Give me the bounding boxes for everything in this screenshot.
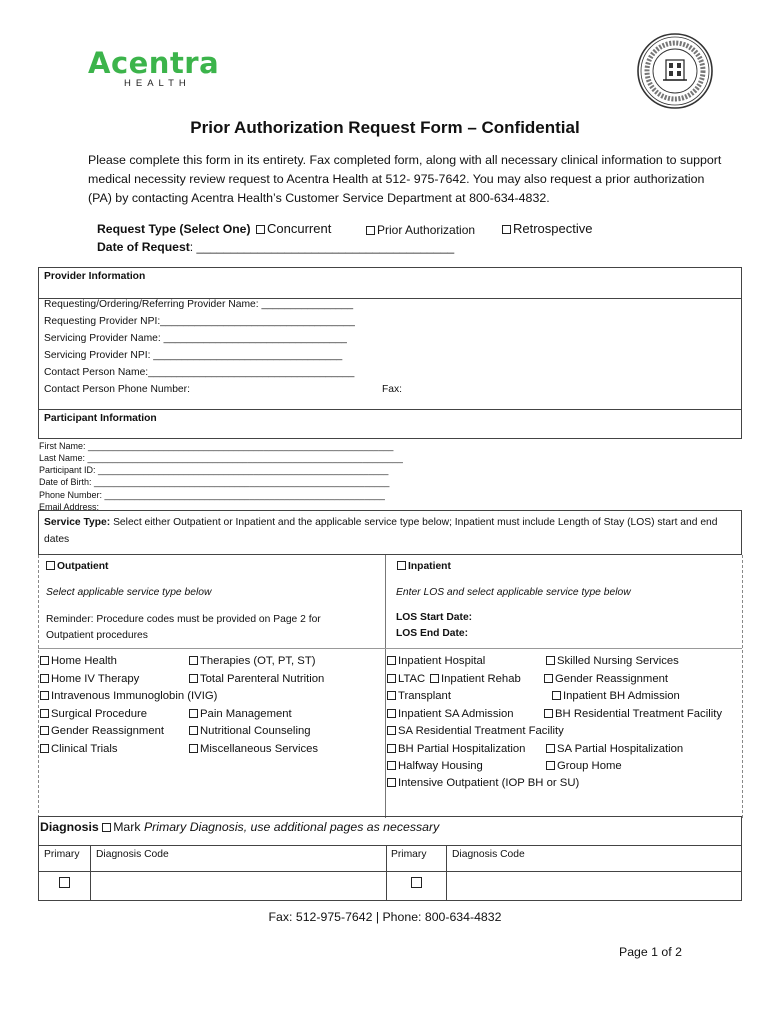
- checkbox-icon[interactable]: [40, 691, 49, 700]
- diagnosis-note: Primary Diagnosis, use additional pages as necessary: [143, 820, 440, 834]
- option-label: Inpatient Hospital: [398, 655, 486, 667]
- checkbox-icon[interactable]: [544, 709, 553, 718]
- servicing-provider-name[interactable]: Servicing Provider Name: ________________________________: [44, 333, 347, 344]
- option-label: BH Residential Treatment Facility: [555, 708, 723, 720]
- right-border: [742, 555, 743, 818]
- checkbox-icon[interactable]: [387, 778, 396, 787]
- checkbox-icon[interactable]: [256, 225, 265, 234]
- option-label: LTAC: [398, 673, 426, 685]
- option-label: Halfway Housing: [398, 760, 483, 772]
- option-ltac[interactable]: [387, 673, 425, 685]
- inpatient-label: Inpatient: [408, 561, 451, 572]
- provider-heading: Provider Information: [44, 271, 146, 282]
- option-label: Inpatient BH Admission: [563, 690, 680, 702]
- phone-number-field[interactable]: Phone Number: ________________________________________________________: [39, 490, 385, 500]
- footer-contact: Fax: 512-975-7642 | Phone: 800-634-4832: [268, 910, 502, 924]
- intro-paragraph: Please complete this form in its entirety. Fax completed form, along with all necessary clinical information to support medical necessity review request to Acentra Health at 512- 975-7642. You may also request a prior authorization (PA) by contacting Acentra Health’s Customer Service Department at 800-634-4832.: [88, 153, 722, 205]
- date-of-request-label: Date of Request: [97, 240, 190, 254]
- option-nutritional-counseling[interactable]: [189, 725, 311, 737]
- request-type-label: Request Type (Select One): [97, 222, 251, 236]
- option-label: Home IV Therapy: [51, 673, 140, 685]
- diagnosis-code-input-2[interactable]: [448, 873, 740, 899]
- option-label: Inpatient Rehab: [441, 673, 521, 685]
- checkbox-icon[interactable]: [46, 561, 55, 570]
- service-divider: [385, 555, 386, 818]
- option-label: Clinical Trials: [51, 743, 118, 755]
- option-total-parenteral-nutrition[interactable]: [189, 673, 324, 685]
- checkbox-icon[interactable]: [387, 691, 396, 700]
- option-label: SA Residential Treatment Facility: [398, 725, 564, 737]
- diagnosis-label: Diagnosis: [40, 820, 99, 834]
- option-home-iv-therapy[interactable]: [40, 673, 139, 685]
- checkbox-icon[interactable]: [387, 761, 396, 770]
- option-label: Nutritional Counseling: [200, 725, 311, 737]
- option-label: Inpatient SA Admission: [398, 708, 514, 720]
- union-seal-icon: [636, 32, 714, 110]
- date-of-request-row[interactable]: [97, 240, 454, 254]
- checkbox-icon[interactable]: [40, 709, 49, 718]
- provider-fax[interactable]: Fax:: [382, 384, 403, 395]
- acentra-logo-subtitle: HEALTH: [124, 78, 191, 89]
- first-name-field[interactable]: First Name: _____________________________________________________________: [39, 441, 394, 451]
- option-intensive-outpatient[interactable]: [387, 777, 579, 789]
- option-label: Total Parenteral Nutrition: [200, 673, 325, 685]
- option-label: Group Home: [557, 760, 622, 772]
- option-inpatient-hospital[interactable]: [387, 655, 485, 667]
- option-bh-partial-hospitalization[interactable]: [387, 743, 525, 755]
- diag-primary-header-1: Primary: [44, 849, 80, 860]
- diag-row-divider: [38, 871, 742, 872]
- checkbox-icon[interactable]: [387, 656, 396, 665]
- los-start-date[interactable]: LOS Start Date:: [396, 612, 473, 623]
- checkbox-icon[interactable]: [387, 674, 396, 683]
- service-options-divider: [38, 648, 742, 649]
- option-skilled-nursing[interactable]: [546, 655, 679, 667]
- checkbox-icon[interactable]: [366, 226, 375, 235]
- checkbox-icon[interactable]: [387, 709, 396, 718]
- checkbox-icon[interactable]: [40, 674, 49, 683]
- option-concurrent[interactable]: [256, 221, 331, 236]
- date-of-request-blank: : ______________________________________: [189, 240, 455, 254]
- option-label: Intravenous Immunoglobin (IVIG): [51, 690, 218, 702]
- checkbox-icon[interactable]: [397, 561, 406, 570]
- left-border: [38, 555, 39, 818]
- option-sa-partial-hospitalization[interactable]: [546, 743, 683, 755]
- option-label: Surgical Procedure: [51, 708, 148, 720]
- inpatient-instruction: Enter LOS and select applicable service type below: [396, 587, 631, 598]
- checkbox-icon[interactable]: [430, 674, 439, 683]
- outpatient-heading[interactable]: [46, 561, 108, 572]
- participant-id-field[interactable]: Participant ID: __________________________________________________________: [39, 465, 389, 475]
- option-label: Therapies (OT, PT, ST): [200, 655, 316, 667]
- outpatient-label: Outpatient: [57, 561, 109, 572]
- option-home-health[interactable]: [40, 655, 117, 667]
- option-label: Gender Reassignment: [51, 725, 165, 737]
- outpatient-reminder: Reminder: Procedure codes must be provided on Page 2 for Outpatient procedures: [46, 614, 321, 641]
- request-type-row: [97, 222, 251, 236]
- checkbox-icon[interactable]: [544, 674, 553, 683]
- checkbox-icon[interactable]: [189, 674, 198, 683]
- option-inpatient-sa-admission[interactable]: [387, 708, 514, 720]
- page-number: Page 1 of 2: [619, 945, 682, 959]
- checkbox-icon[interactable]: [189, 744, 198, 753]
- diag-code-header-1: Diagnosis Code: [96, 849, 169, 860]
- checkbox-icon[interactable]: [40, 656, 49, 665]
- service-type-instructions: [44, 514, 734, 548]
- option-transplant[interactable]: [387, 690, 451, 702]
- service-type-label: Service Type:: [44, 517, 111, 528]
- option-sa-residential-treatment[interactable]: [387, 725, 564, 737]
- checkbox-icon[interactable]: [189, 656, 198, 665]
- los-end-date[interactable]: LOS End Date:: [396, 628, 469, 639]
- option-bh-residential-treatment[interactable]: [544, 708, 722, 720]
- diagnosis-code-input-1[interactable]: [92, 873, 384, 899]
- option-label: Skilled Nursing Services: [557, 655, 679, 667]
- option-inpatient-rehab[interactable]: [430, 673, 521, 685]
- option-label: Transplant: [398, 690, 451, 702]
- checkbox-icon[interactable]: [40, 744, 49, 753]
- option-label: Prior Authorization: [377, 223, 476, 237]
- checkbox-icon[interactable]: [502, 225, 511, 234]
- requesting-provider-npi[interactable]: Requesting Provider NPI:__________________________________: [44, 316, 355, 327]
- checkbox-icon[interactable]: [189, 709, 198, 718]
- option-inpatient-bh-admission[interactable]: [552, 690, 680, 702]
- option-retrospective[interactable]: [502, 221, 592, 236]
- option-label: Retrospective: [513, 221, 593, 236]
- outpatient-instruction: Select applicable service type below: [46, 587, 212, 598]
- option-label: Intensive Outpatient (IOP BH or SU): [398, 777, 580, 789]
- date-of-birth-field[interactable]: Date of Birth: ___________________________________________________________: [39, 477, 390, 487]
- checkbox-icon[interactable]: [552, 691, 561, 700]
- option-surgical-procedure[interactable]: [40, 708, 147, 720]
- checkbox-icon[interactable]: [546, 656, 555, 665]
- option-gender-reassignment-inpatient[interactable]: [544, 673, 668, 685]
- service-type-text: Select either Outpatient or Inpatient and the applicable service type below; Inpatient must include Length of Stay (LOS) start and end dates: [44, 517, 718, 545]
- servicing-provider-npi[interactable]: Servicing Provider NPI: _________________________________: [44, 350, 343, 361]
- option-prior-authorization[interactable]: [366, 223, 475, 237]
- option-pain-management[interactable]: [189, 708, 292, 720]
- option-label: Home Health: [51, 655, 117, 667]
- option-label: Gender Reassignment: [555, 673, 669, 685]
- diag-primary-header-2: Primary: [391, 849, 427, 860]
- diagnosis-mark: Mark: [113, 820, 141, 834]
- option-clinical-trials[interactable]: [40, 743, 118, 755]
- option-ivig[interactable]: [40, 690, 217, 702]
- option-label: Miscellaneous Services: [200, 743, 319, 755]
- inpatient-heading[interactable]: [397, 561, 451, 572]
- participant-heading: Participant Information: [44, 413, 157, 424]
- option-label: Concurrent: [267, 221, 332, 236]
- diagnosis-heading: [40, 820, 439, 834]
- option-gender-reassignment-outpatient[interactable]: [40, 725, 164, 737]
- diag-col-divider-3: [446, 845, 447, 901]
- option-therapies[interactable]: [189, 655, 316, 667]
- option-label: BH Partial Hospitalization: [398, 743, 526, 755]
- acentra-logo: Acentra: [88, 46, 220, 80]
- option-label: SA Partial Hospitalization: [557, 743, 684, 755]
- option-label: Pain Management: [200, 708, 292, 720]
- email-address-field[interactable]: Email Address:: [39, 502, 100, 510]
- requesting-provider-name[interactable]: Requesting/Ordering/Referring Provider Name: ________________: [44, 299, 354, 310]
- checkbox-icon[interactable]: [546, 761, 555, 770]
- option-miscellaneous-services[interactable]: [189, 743, 318, 755]
- primary-checkbox-1[interactable]: [59, 877, 70, 888]
- contact-person-phone[interactable]: Contact Person Phone Number:: [44, 384, 190, 395]
- diag-code-header-2: Diagnosis Code: [452, 849, 525, 860]
- checkbox-icon[interactable]: [40, 726, 49, 735]
- checkbox-icon[interactable]: [102, 823, 111, 832]
- option-halfway-housing[interactable]: [387, 760, 483, 772]
- checkbox-icon[interactable]: [387, 744, 396, 753]
- checkbox-icon[interactable]: [189, 726, 198, 735]
- checkbox-icon[interactable]: [387, 726, 396, 735]
- option-group-home[interactable]: [546, 760, 622, 772]
- last-name-field[interactable]: Last Name: _______________________________________________________________: [39, 453, 403, 463]
- primary-checkbox-2[interactable]: [411, 877, 422, 888]
- checkbox-icon[interactable]: [546, 744, 555, 753]
- diag-col-divider-1: [90, 845, 91, 901]
- contact-person-name[interactable]: Contact Person Name:____________________________________: [44, 367, 355, 378]
- diag-col-divider-2: [386, 845, 387, 901]
- page-title: Prior Authorization Request Form – Confidential: [190, 118, 580, 137]
